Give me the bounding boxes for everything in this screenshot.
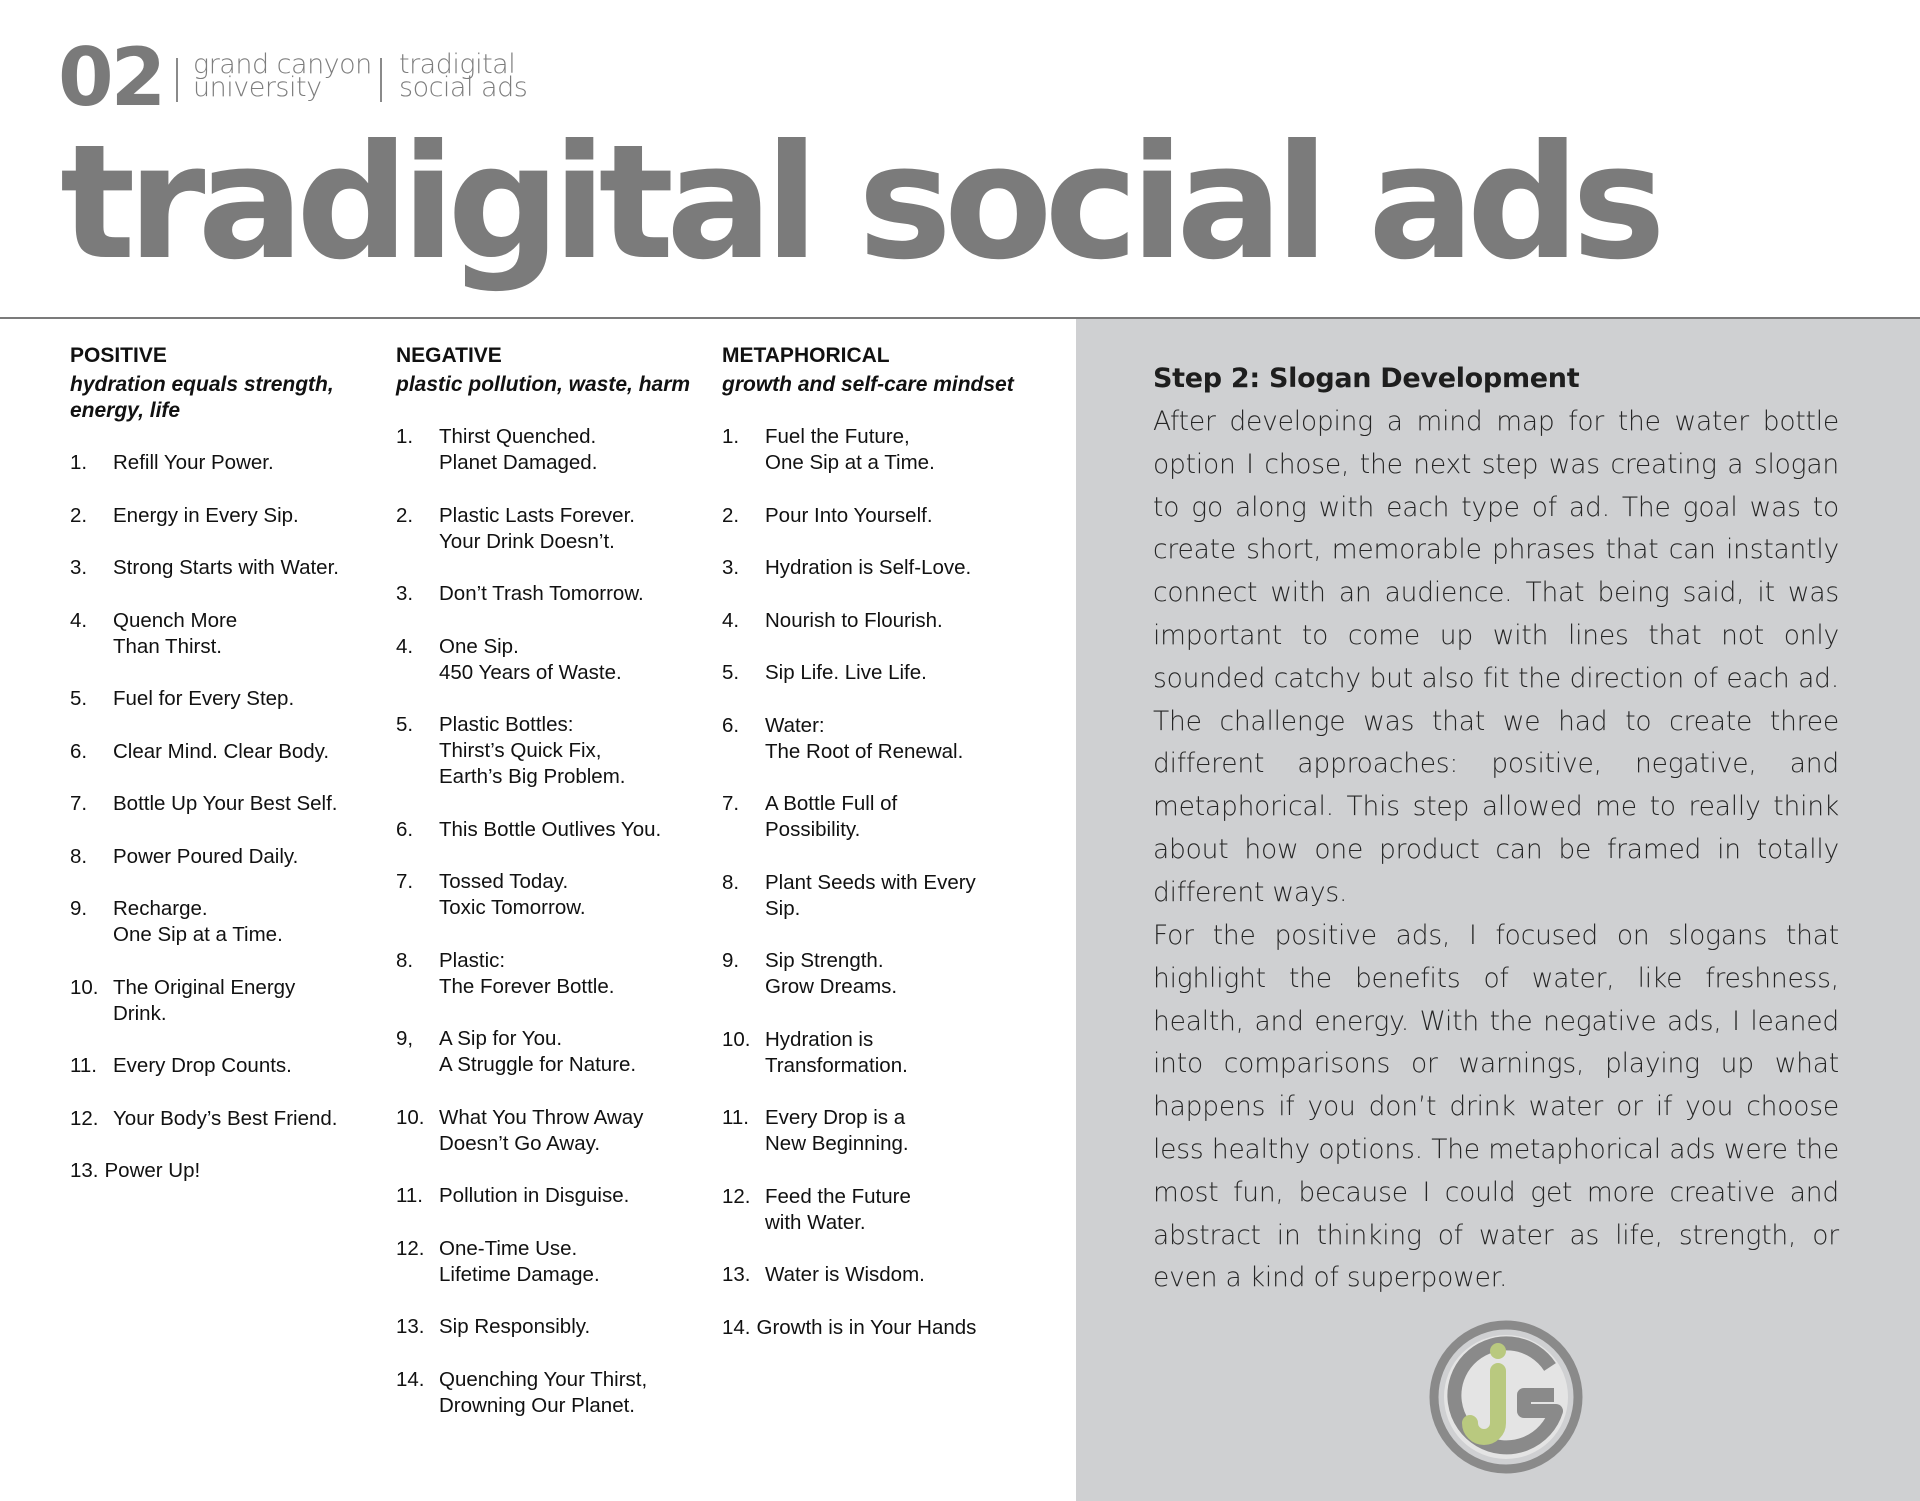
- slogan-item: [722, 791, 1032, 843]
- slogan-item: [722, 1027, 1032, 1079]
- header-divider: [176, 58, 178, 102]
- description-panel: [1076, 319, 1920, 1501]
- slogan-text: Sip Responsibly.: [439, 1315, 591, 1338]
- slogan-text: Earth’s Big Problem.: [439, 765, 626, 788]
- slogan-text: Quench More: [113, 608, 238, 632]
- slogan-number: 10.: [70, 975, 99, 999]
- slogan-text: A Bottle Full of: [765, 792, 898, 815]
- slogan-text: Tossed Today.: [439, 870, 569, 893]
- slogan-number: 13.: [396, 1315, 425, 1338]
- slogan-text: Power Up!: [104, 1159, 201, 1182]
- slogan-number: 14.: [722, 1315, 751, 1339]
- slogan-number: 10.: [396, 1105, 425, 1129]
- slogan-number: 5.: [722, 661, 740, 684]
- metaphorical-column: [722, 340, 1032, 1367]
- slogan-item: [396, 634, 706, 686]
- slogan-number: 5.: [396, 713, 414, 736]
- column-title: METAPHORICAL: [722, 344, 890, 367]
- slogan-text: with Water.: [765, 1210, 866, 1234]
- slogan-text: Growth is in Your Hands: [756, 1315, 977, 1339]
- page-number: 02: [58, 31, 164, 124]
- step-title: Step 2: Slogan Development: [1153, 363, 1580, 394]
- slogan-text: Pour Into Yourself.: [765, 503, 933, 527]
- slogan-item: [70, 975, 380, 1027]
- slogan-number: 1.: [396, 425, 414, 448]
- slogan-text: Water:: [765, 713, 825, 737]
- slogan-text: Sip Life. Live Life.: [765, 661, 927, 684]
- slogan-text: Possibility.: [765, 818, 861, 841]
- slogan-text: Recharge.: [113, 897, 208, 920]
- slogan-text: The Root of Renewal.: [765, 739, 964, 763]
- slogan-item: [70, 1158, 380, 1184]
- slogan-number: 4.: [70, 608, 88, 632]
- slogan-item: [70, 450, 380, 476]
- slogan-item: [396, 1026, 706, 1078]
- slogan-text: A Sip for You.: [439, 1027, 563, 1050]
- slogan-text: Feed the Future: [765, 1184, 911, 1208]
- slogan-item: [722, 1184, 1032, 1236]
- school-name: [193, 49, 372, 103]
- slogan-item: [396, 948, 706, 1000]
- slogan-number: 4.: [722, 608, 740, 632]
- description-paragraph: For the positive ads, I focused on slogans that highlight the benefits of water, like freshness, health, and energy. With the negative ads, I leaned into comparisons or warnings, playing up what happens if you don’t drink water or if you choose less healthy options. The metaphorical ads were the most fun, because I could get more creative and abstract in thinking of water as life, strength, or even a kind of superpower.: [1153, 920, 1839, 1294]
- slogan-number: 5.: [70, 687, 88, 710]
- slogan-number: 11.: [70, 1054, 97, 1077]
- school-line-1: grand canyon: [193, 49, 372, 80]
- slogan-number: 2.: [396, 503, 414, 527]
- section-name: [399, 49, 528, 103]
- jg-monogram-logo-icon: [1428, 1319, 1584, 1475]
- slogan-text: Lifetime Damage.: [439, 1262, 600, 1286]
- slogan-list: [722, 424, 1032, 1341]
- slogan-number: 10.: [722, 1027, 751, 1051]
- slogan-number: 9,: [396, 1027, 414, 1050]
- slogan-text: Refill Your Power.: [113, 451, 274, 474]
- slogan-item: [396, 1183, 706, 1209]
- slogan-item: [396, 424, 706, 476]
- slogan-number: 13.: [722, 1263, 751, 1286]
- slogan-number: 14.: [396, 1367, 425, 1391]
- slogan-text: 450 Years of Waste.: [439, 660, 622, 684]
- slogan-item: [722, 1315, 1032, 1341]
- slogan-item: [722, 660, 1032, 686]
- slogan-text: One Sip at a Time.: [765, 451, 935, 474]
- slogan-item: [722, 1262, 1032, 1288]
- slogan-text: Every Drop Counts.: [113, 1054, 292, 1077]
- slogan-number: 4.: [396, 634, 414, 658]
- slogan-number: 11.: [396, 1184, 423, 1207]
- slogan-text: Hydration is Self-Love.: [765, 556, 972, 579]
- section-line-1: tradigital: [399, 49, 516, 80]
- slogan-item: [722, 424, 1032, 476]
- column-subtitle: plastic pollution, waste, harm: [396, 373, 691, 396]
- header-divider: [380, 58, 382, 102]
- slogan-item: [70, 555, 380, 581]
- slogan-text: Plastic Lasts Forever.: [439, 503, 635, 527]
- slogan-text: Your Body’s Best Friend.: [113, 1106, 338, 1130]
- slogan-item: [396, 869, 706, 921]
- slogan-text: Plant Seeds with Every: [765, 870, 976, 894]
- slogan-number: 1.: [722, 425, 740, 448]
- slogan-number: 3.: [70, 556, 88, 579]
- slogan-item: [70, 1106, 380, 1132]
- negative-column: [396, 340, 706, 1445]
- slogan-text: Thirst’s Quick Fix,: [439, 739, 602, 762]
- slogan-text: Water is Wisdom.: [765, 1263, 925, 1286]
- slogan-item: [722, 1105, 1032, 1157]
- slogan-text: New Beginning.: [765, 1132, 909, 1155]
- slogan-text: Sip.: [765, 896, 801, 920]
- slogan-text: The Forever Bottle.: [439, 974, 615, 998]
- slogan-number: 8.: [70, 844, 88, 868]
- slogan-number: 6.: [396, 817, 414, 841]
- slogan-number: 6.: [70, 739, 88, 763]
- slogan-item: [396, 1236, 706, 1288]
- slogan-text: One-Time Use.: [439, 1236, 578, 1260]
- slogan-text: Bottle Up Your Best Self.: [113, 792, 338, 815]
- section-line-2: social ads: [399, 72, 528, 103]
- slogan-number: 7.: [70, 792, 88, 815]
- slogan-item: [396, 1314, 706, 1340]
- slogan-number: 8.: [722, 870, 740, 894]
- slogan-text: Doesn’t Go Away.: [439, 1131, 601, 1155]
- slogan-text: Drink.: [113, 1001, 167, 1025]
- slogan-list: [70, 450, 380, 1184]
- slogan-item: [722, 608, 1032, 634]
- slogan-number: 6.: [722, 713, 740, 737]
- slogan-item: [70, 608, 380, 660]
- slogan-item: [70, 896, 380, 948]
- slogan-number: 2.: [70, 503, 88, 527]
- slogan-number: 2.: [722, 503, 740, 527]
- slogan-list: [396, 424, 706, 1419]
- slogan-text: This Bottle Outlives You.: [439, 817, 662, 841]
- slogan-text: Fuel the Future,: [765, 425, 910, 448]
- slogan-item: [396, 817, 706, 843]
- slogan-text: Transformation.: [765, 1053, 908, 1077]
- slogan-text: Than Thirst.: [113, 634, 222, 658]
- slogan-number: 11.: [722, 1106, 749, 1129]
- slogan-text: Pollution in Disguise.: [439, 1184, 630, 1207]
- slogan-item: [722, 948, 1032, 1000]
- slogan-number: 9.: [722, 949, 740, 972]
- slogan-number: 12.: [70, 1106, 99, 1130]
- slogan-text: Every Drop is a: [765, 1106, 906, 1129]
- slogan-number: 7.: [396, 870, 414, 893]
- slogan-text: Plastic Bottles:: [439, 713, 574, 736]
- slogan-item: [396, 503, 706, 555]
- slogan-item: [722, 503, 1032, 529]
- slogan-item: [396, 1105, 706, 1157]
- slogan-text: Quenching Your Thirst,: [439, 1367, 648, 1391]
- slogan-item: [396, 712, 706, 790]
- slogan-item: [396, 1367, 706, 1419]
- slogan-item: [70, 686, 380, 712]
- slogan-item: [70, 1053, 380, 1079]
- slogan-text: Plastic:: [439, 948, 506, 972]
- description-paragraph: After developing a mind map for the water bottle option I chose, the next step was creating a slogan to go along with each type of ad. The goal was to create short, memorable phrases that can instantly connect with an audience. That being said, it was important to come up with lines that not only sounded catchy but also fit the direction of each ad. The challenge was that we had to create three different approaches: positive, negative, and metaphorical. This step allowed me to really think about how one product can be framed in totally different ways.: [1153, 406, 1839, 908]
- slogan-number: 12.: [396, 1236, 425, 1260]
- slogan-number: 8.: [396, 948, 414, 972]
- slogan-text: Drowning Our Planet.: [439, 1393, 635, 1417]
- page-header: [0, 0, 1920, 318]
- slogan-text: What You Throw Away: [439, 1105, 644, 1129]
- slogan-item: [722, 870, 1032, 922]
- slogan-number: 7.: [722, 792, 740, 815]
- slogan-number: 12.: [722, 1184, 751, 1208]
- slogan-number: 9.: [70, 897, 88, 920]
- slogan-item: [722, 555, 1032, 581]
- slogan-item: [70, 503, 380, 529]
- slogan-text: Strong Starts with Water.: [113, 556, 339, 579]
- slogan-text: One Sip.: [439, 634, 519, 658]
- slogan-text: Your Drink Doesn’t.: [439, 529, 615, 553]
- school-line-2: university: [193, 72, 322, 103]
- column-title: POSITIVE: [70, 344, 167, 367]
- column-subtitle: hydration equals strength, energy, life: [70, 373, 334, 422]
- slogan-number: 3.: [722, 556, 740, 579]
- slogan-text: Energy in Every Sip.: [113, 503, 299, 527]
- slogan-text: Don’t Trash Tomorrow.: [439, 582, 644, 605]
- slogan-item: [70, 844, 380, 870]
- slogan-text: Hydration is: [765, 1027, 874, 1051]
- slogan-item: [396, 581, 706, 607]
- slogan-number: 13.: [70, 1159, 99, 1182]
- slogan-text: The Original Energy: [113, 975, 296, 999]
- slogan-text: Sip Strength.: [765, 949, 884, 972]
- slogan-text: A Struggle for Nature.: [439, 1053, 637, 1076]
- slogan-text: Grow Dreams.: [765, 975, 898, 998]
- slogan-text: One Sip at a Time.: [113, 923, 283, 946]
- slogan-text: Fuel for Every Step.: [113, 687, 295, 710]
- slogan-number: 3.: [396, 582, 414, 605]
- slogan-text: Clear Mind. Clear Body.: [113, 739, 330, 763]
- slogan-number: 1.: [70, 451, 88, 474]
- slogan-text: Nourish to Flourish.: [765, 608, 943, 632]
- logo-j-dot: [1490, 1343, 1506, 1359]
- slogan-text: Thirst Quenched.: [439, 425, 597, 448]
- column-subtitle: growth and self-care mindset: [722, 373, 1014, 396]
- column-title: NEGATIVE: [396, 344, 502, 367]
- slogan-text: Planet Damaged.: [439, 451, 598, 474]
- positive-column: [70, 340, 380, 1211]
- slogan-item: [722, 713, 1032, 765]
- slogan-item: [70, 791, 380, 817]
- slogan-text: Toxic Tomorrow.: [439, 896, 586, 919]
- page-title: tradigital social ads: [60, 111, 1658, 295]
- slogan-text: Power Poured Daily.: [113, 844, 299, 868]
- slogan-item: [70, 739, 380, 765]
